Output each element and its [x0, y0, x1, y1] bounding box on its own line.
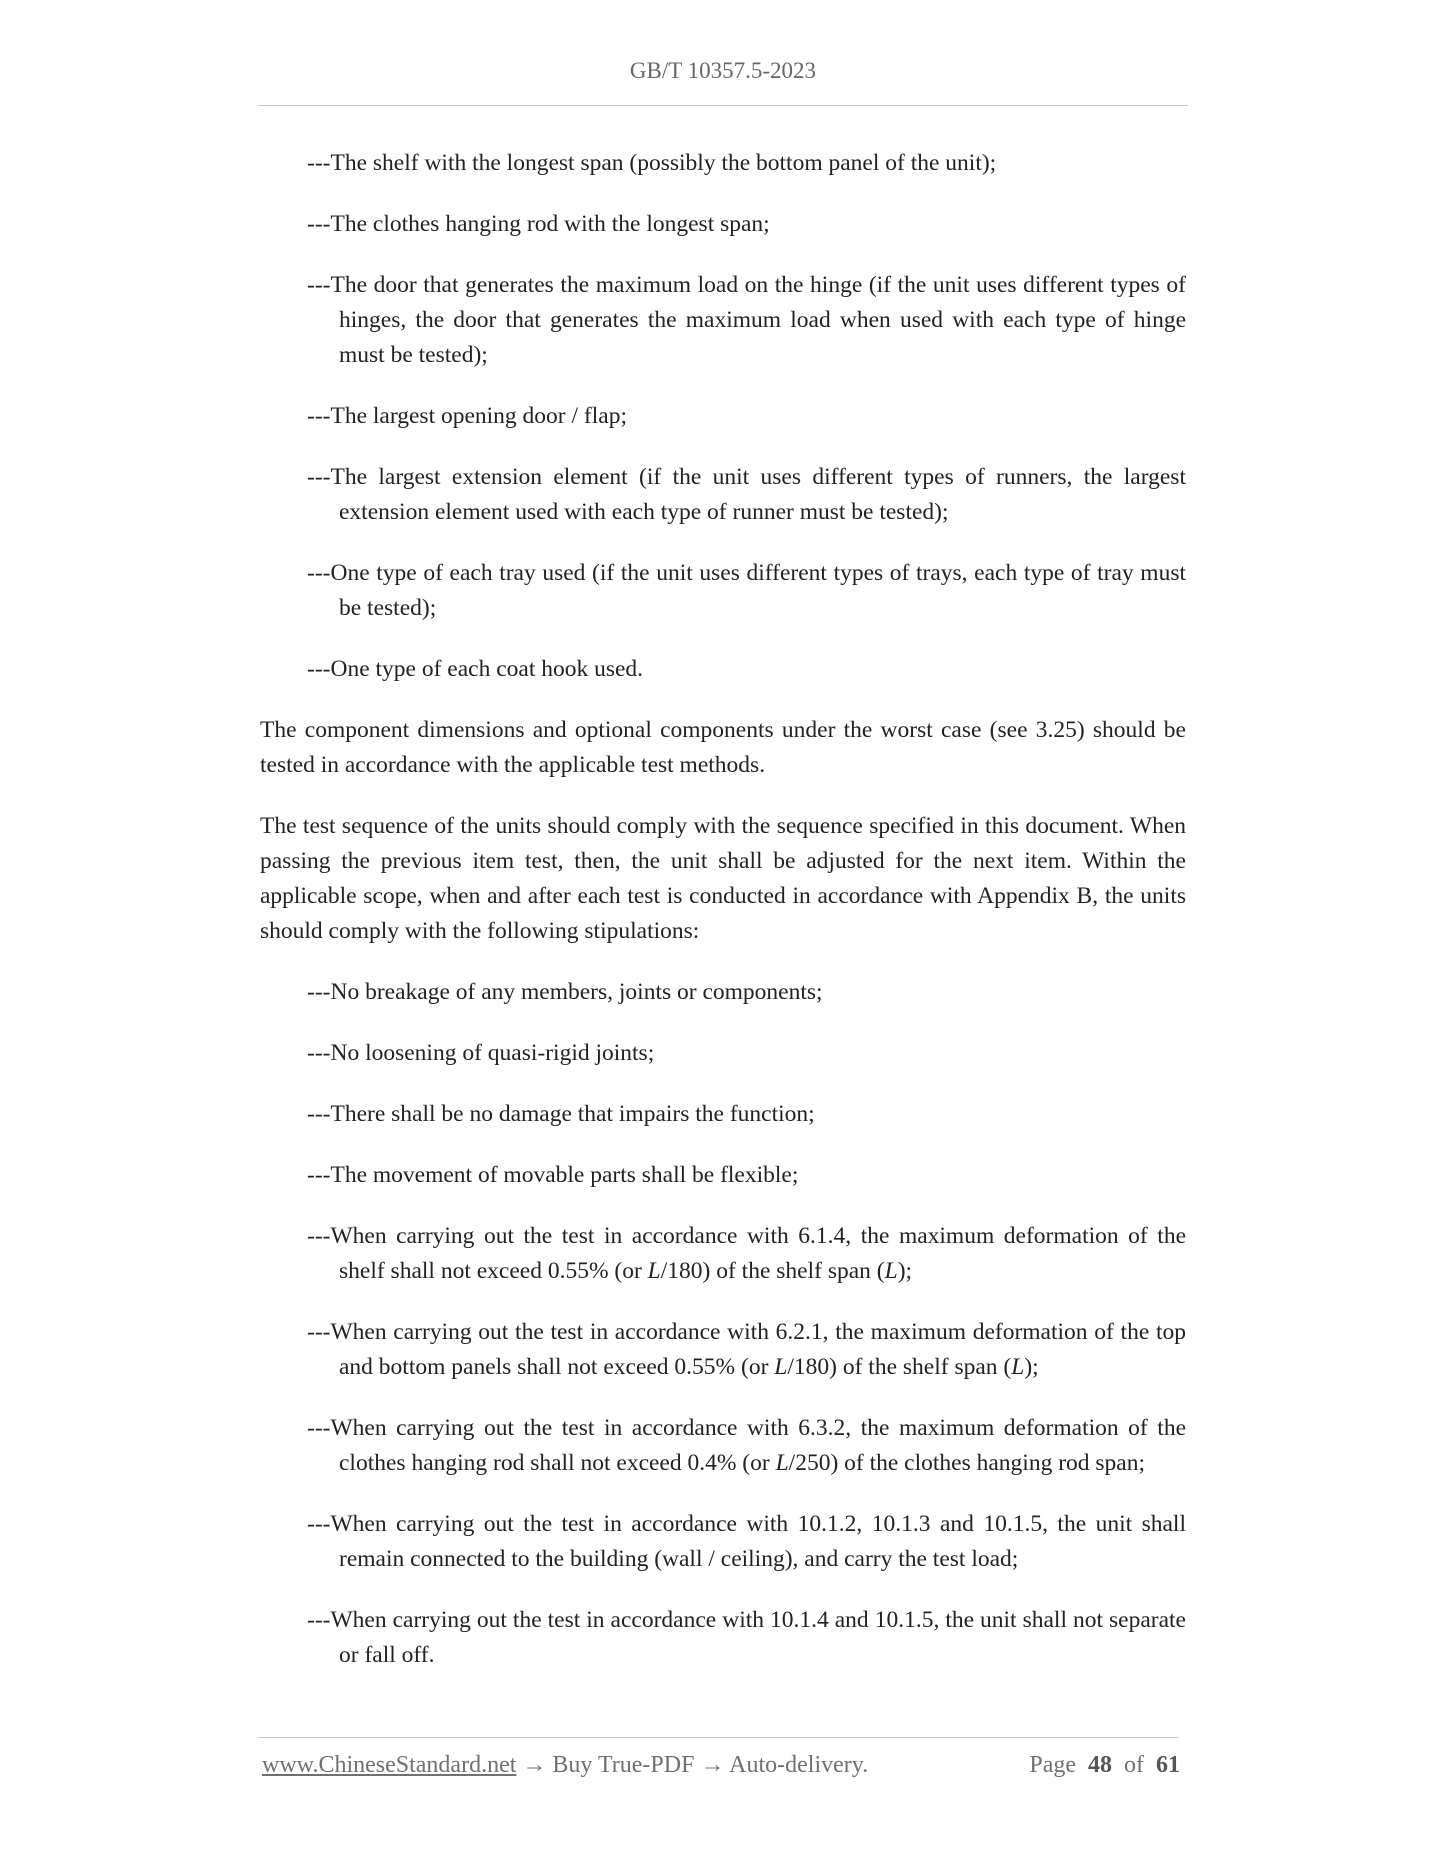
text-segment: /180) of the shelf span (: [660, 1258, 885, 1284]
footer-divider: [258, 1737, 1178, 1738]
text-segment: );: [897, 1258, 913, 1284]
list-item: ---The shelf with the longest span (possibly the bottom panel of the unit);: [307, 150, 997, 176]
page-label: Page: [1029, 1752, 1076, 1778]
text-segment: /180) of the shelf span (: [787, 1354, 1012, 1380]
paragraph: The component dimensions and optional components under the worst case (see 3.25) should be tested in accordance with the applicable test methods.: [260, 717, 1186, 778]
paragraph: The test sequence of the units should comply with the sequence specified in this document. When passing the previous item test, then, the unit shall be adjusted for the next item. Within the applicable scope, when and after each test is conducted in accordance with Appendix B, the units should comply with the following stipulations:: [260, 813, 1186, 944]
header-divider: [258, 105, 1188, 106]
list-item: ---No breakage of any members, joints or components;: [307, 979, 823, 1005]
text-segment: ---When carrying out the test in accordance with 6.1.4, the maximum deformation of the shelf shall not exceed 0.55% (or: [307, 1223, 1186, 1284]
buy-text: Buy True-PDF: [552, 1752, 695, 1778]
list-item: ---No loosening of quasi-rigid joints;: [307, 1040, 655, 1066]
list-item: [307, 1411, 1186, 1481]
variable: L: [775, 1450, 789, 1476]
total-pages: 61: [1156, 1752, 1180, 1778]
footer-promo: [262, 1752, 868, 1779]
list-item: ---The largest opening door / flap;: [307, 403, 627, 429]
list-item: ---The door that generates the maximum load on the hinge (if the unit uses different types of hinges, the door that generates the maximum load when used with each type of hinge must be tested);: [307, 272, 1186, 368]
list-item: ---When carrying out the test in accordance with 10.1.4 and 10.1.5, the unit shall not separate or fall off.: [307, 1607, 1186, 1668]
list-item: ---The clothes hanging rod with the longest span;: [307, 211, 770, 237]
text-segment: /250) of the clothes hanging rod span;: [788, 1450, 1146, 1476]
list-item: ---The movement of movable parts shall be flexible;: [307, 1162, 799, 1188]
list-item: ---One type of each coat hook used.: [307, 656, 644, 682]
standard-code: GB/T 10357.5-2023: [629, 58, 817, 83]
page-footer: [262, 1752, 1180, 1779]
list-item: [307, 1315, 1186, 1385]
list-item: ---The largest extension element (if the unit uses different types of runners, the largest extension element used with each type of runner must be tested);: [307, 464, 1186, 525]
text-segment: );: [1024, 1354, 1039, 1380]
text-segment: ---When carrying out the test in accordance with 6.3.2, the maximum deformation of the clothes hanging rod shall not exceed 0.4% (or: [307, 1415, 1186, 1476]
site-link[interactable]: www.ChineseStandard.net: [262, 1752, 517, 1778]
list-item: ---There shall be no damage that impairs the function;: [307, 1101, 815, 1127]
list-item: [307, 1219, 1186, 1289]
page-header: [258, 58, 1188, 84]
page-number: [1029, 1752, 1180, 1779]
variable: L: [1011, 1354, 1025, 1380]
variable: L: [647, 1258, 661, 1284]
of-label: of: [1124, 1752, 1144, 1778]
variable: L: [884, 1258, 898, 1284]
text-segment: ---When carrying out the test in accordance with 6.2.1, the maximum deformation of the top and bottom panels shall not exceed 0.55% (or: [307, 1319, 1186, 1380]
current-page: 48: [1088, 1752, 1112, 1778]
arrow-icon: →: [522, 1752, 547, 1778]
delivery-text: Auto-delivery.: [729, 1752, 869, 1778]
list-item: ---When carrying out the test in accordance with 10.1.2, 10.1.3 and 10.1.5, the unit shall remain connected to the building (wall / ceiling), and carry the test load;: [307, 1511, 1186, 1572]
list-item: ---One type of each tray used (if the unit uses different types of trays, each type of tray must be tested);: [307, 560, 1186, 621]
document-body: [260, 146, 1186, 1673]
arrow-icon: →: [700, 1752, 725, 1778]
variable: L: [774, 1354, 788, 1380]
